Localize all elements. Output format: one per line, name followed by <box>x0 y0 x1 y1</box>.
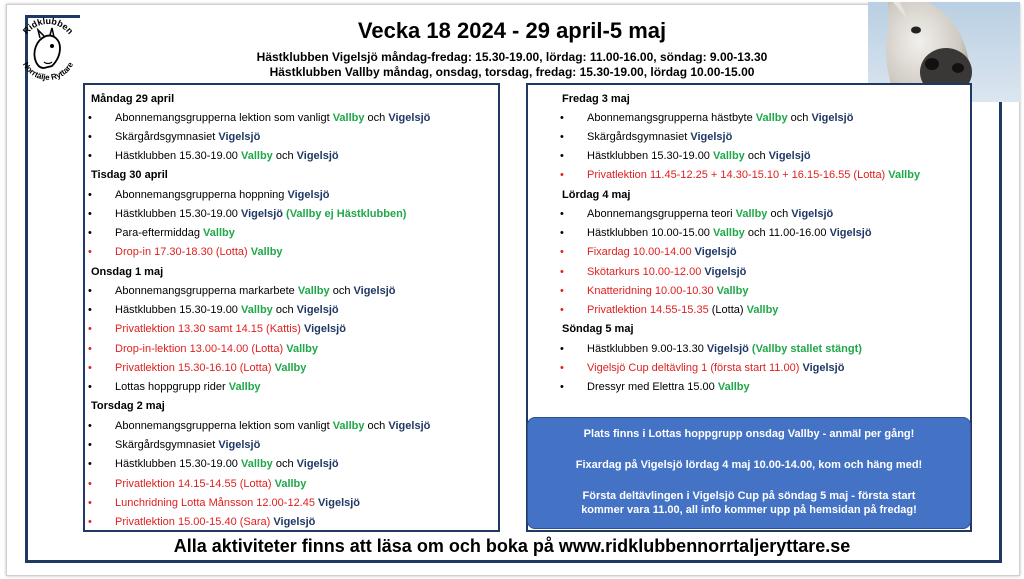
list-item: • Skärgårdsgymnasiet Vigelsjö <box>88 131 261 143</box>
list-item: • Hästklubben 9.00-13.30 Vigelsjö (Vallby stallet stängt) <box>560 343 862 355</box>
list-item: • Abonnemangsgrupperna teori Vallby och Vigelsjö <box>560 208 834 220</box>
list-item: • Abonnemangsgrupperna lektion som vanligt Vallby och Vigelsjö <box>88 112 431 124</box>
day-saturday: Lördag 4 maj <box>562 189 631 201</box>
list-item: • Fixardag 10.00-14.00 Vigelsjö <box>560 246 737 258</box>
day-friday: Fredag 3 maj <box>562 93 630 105</box>
page-title: Vecka 18 2024 - 29 april-5 maj <box>357 18 667 43</box>
list-item: • Knatteridning 10.00-10.30 Vallby <box>560 285 749 297</box>
list-item: • Hästklubben 10.00-15.00 Vallby och 11.00-16.00 Vigelsjö <box>560 227 872 239</box>
info-box <box>527 417 971 529</box>
day-monday: Måndag 29 april <box>91 93 175 105</box>
list-item: • Abonnemangsgrupperna markarbete Vallby och Vigelsjö <box>88 285 396 297</box>
logo-top-text: Ridklubben <box>20 15 76 37</box>
day-thursday: Torsdag 2 maj <box>91 400 165 412</box>
day-sunday: Söndag 5 maj <box>562 323 634 335</box>
list-item: • Skärgårdsgymnasiet Vigelsjö <box>560 131 733 143</box>
list-item: • Abonnemangsgrupperna hästbyte Vallby och Vigelsjö <box>560 112 854 124</box>
info-line-3b: kommer vara 11.00, all info kommer upp på hemsidan på fredag! <box>581 504 917 516</box>
list-item: • Hästklubben 15.30-19.00 Vigelsjö (Vallby ej Hästklubben) <box>88 208 407 220</box>
list-item: • Privatlektion 14.55-15.35 (Lotta) Vallby <box>560 304 779 316</box>
list-item: • Privatlektion 11.45-12.25 + 14.30-15.10 + 16.15-16.55 (Lotta) Vallby <box>560 169 921 181</box>
list-item: • Hästklubben 15.30-19.00 Vallby och Vigelsjö <box>88 150 339 162</box>
list-item: • Abonnemangsgrupperna lektion som vanligt Vallby och Vigelsjö <box>88 420 431 432</box>
list-item: • Vigelsjö Cup deltävling 1 (första start 11.00) Vigelsjö <box>560 362 845 374</box>
info-line-3a: Första deltävlingen i Vigelsjö Cup på söndag 5 maj - första start <box>582 490 916 502</box>
list-item: • Abonnemangsgrupperna hoppning Vigelsjö <box>88 189 330 201</box>
logo-bottom-text: Norrtälje Ryttare <box>20 60 76 83</box>
list-item: • Lottas hoppgrupp rider Vallby <box>88 381 261 393</box>
list-item: • Drop-in-lektion 13.00-14.00 (Lotta) Vallby <box>88 343 319 355</box>
list-item: • Privatlektion 15.30-16.10 (Lotta) Vallby <box>88 362 307 374</box>
list-item: • Hästklubben 15.30-19.00 Vallby och Vigelsjö <box>88 458 339 470</box>
footer-text: Alla aktiviteter finns att läsa om och boka på www.ridklubbennorrtaljeryttare.se <box>173 536 851 556</box>
list-item: • Privatlektion 14.15-14.55 (Lotta) Vallby <box>88 478 307 490</box>
list-item: • Para-eftermiddag Vallby <box>88 227 235 239</box>
list-item: • Lunchridning Lotta Månsson 12.00-12.45 Vigelsjö <box>88 497 361 509</box>
list-item: • Privatlektion 15.00-15.40 (Sara) Vigelsjö <box>88 516 316 528</box>
list-item: • Hästklubben 15.30-19.00 Vallby och Vigelsjö <box>88 304 339 316</box>
day-tuesday: Tisdag 30 april <box>91 169 168 181</box>
info-line-2: Fixardag på Vigelsjö lördag 4 maj 10.00-14.00, kom och häng med! <box>575 459 923 471</box>
hours-vigelsjo: Hästklubben Vigelsjö måndag-fredag: 15.30-19.00, lördag: 11.00-16.00, söndag: 9.00-13.30 <box>256 50 768 64</box>
list-item: • Skärgårdsgymnasiet Vigelsjö <box>88 439 261 451</box>
list-item: • Drop-in 17.30-18.30 (Lotta) Vallby <box>88 246 283 258</box>
hours-vallby: Hästklubben Vallby måndag, onsdag, torsdag, fredag: 15.30-19.00, lördag 10.00-15.00 <box>269 65 755 79</box>
list-item: • Skötarkurs 10.00-12.00 Vigelsjö <box>560 266 747 278</box>
day-wednesday: Onsdag 1 maj <box>91 266 164 278</box>
info-line-1: Plats finns i Lottas hoppgrupp onsdag Vallby - anmäl per gång! <box>583 428 915 440</box>
list-item: • Hästklubben 15.30-19.00 Vallby och Vigelsjö <box>560 150 811 162</box>
list-item: • Dressyr med Elettra 15.00 Vallby <box>560 381 750 393</box>
list-item: • Privatlektion 13.30 samt 14.15 (Kattis) Vigelsjö <box>88 323 346 335</box>
